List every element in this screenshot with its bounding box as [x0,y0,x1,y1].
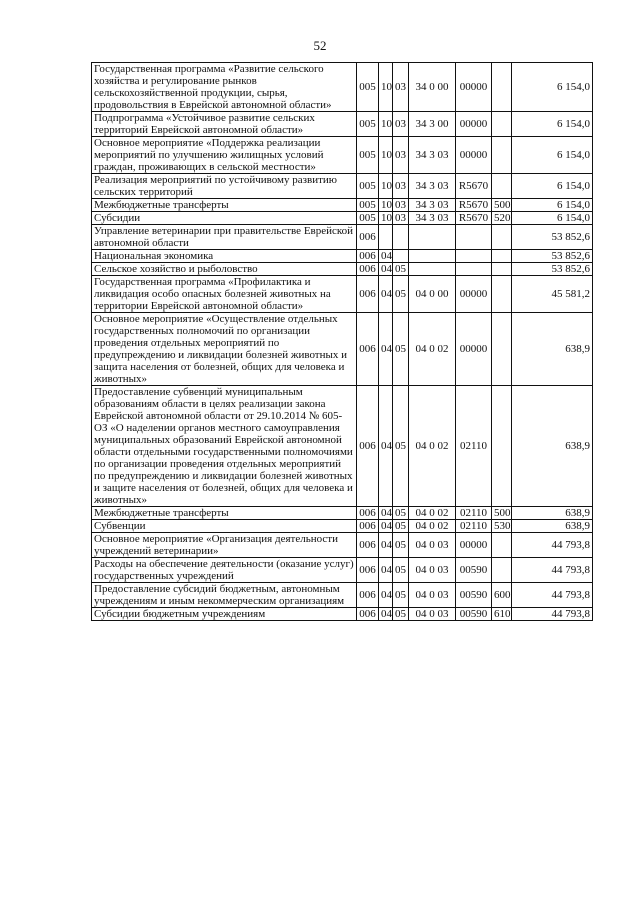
subsection-code-cell: 05 [393,520,409,533]
expense-type-cell [492,386,512,507]
admin-code-cell: 005 [357,63,379,112]
expense-type-cell [492,276,512,313]
section-code-cell: 04 [379,608,393,621]
row-name-cell: Субсидии бюджетным учреждениям [92,608,357,621]
table-row [92,263,593,276]
expense-type-cell [492,174,512,199]
subsection-code-cell: 03 [393,112,409,137]
direction-code-cell: 00590 [456,583,492,608]
admin-code-cell: 006 [357,263,379,276]
admin-code-cell: 006 [357,558,379,583]
direction-code-cell [456,250,492,263]
expense-type-cell: 500 [492,199,512,212]
table-row [92,250,593,263]
admin-code-cell: 006 [357,276,379,313]
subsection-code-cell: 05 [393,533,409,558]
row-name-cell: Основное мероприятие «Осуществление отдельных государственных полномочий по организации проведения отдельных мероприятий по предупреждению и ликвидации болезней животных и защита населения от болезней, общих для человека и животных» [92,313,357,386]
section-code-cell: 04 [379,507,393,520]
amount-cell: 53 852,6 [512,250,593,263]
expense-type-cell [492,112,512,137]
row-name-cell: Субвенции [92,520,357,533]
row-name-cell: Управление ветеринарии при правительстве Еврейской автономной области [92,225,357,250]
expense-type-cell [492,533,512,558]
expense-type-cell: 530 [492,520,512,533]
amount-cell: 6 154,0 [512,63,593,112]
direction-code-cell: 00000 [456,112,492,137]
table-row [92,583,593,608]
amount-cell: 53 852,6 [512,225,593,250]
row-name-cell: Подпрограмма «Устойчивое развитие сельских территорий Еврейской автономной области» [92,112,357,137]
admin-code-cell: 006 [357,608,379,621]
section-code-cell: 04 [379,520,393,533]
admin-code-cell: 006 [357,313,379,386]
table-row [92,507,593,520]
row-name-cell: Межбюджетные трансферты [92,507,357,520]
program-code-cell [409,263,456,276]
table-row [92,63,593,112]
subsection-code-cell: 03 [393,137,409,174]
section-code-cell: 10 [379,137,393,174]
direction-code-cell: 02110 [456,507,492,520]
subsection-code-cell [393,225,409,250]
subsection-code-cell [393,250,409,263]
program-code-cell: 34 3 03 [409,199,456,212]
direction-code-cell: 00000 [456,313,492,386]
admin-code-cell: 005 [357,174,379,199]
program-code-cell: 04 0 03 [409,533,456,558]
direction-code-cell: 00000 [456,137,492,174]
amount-cell: 44 793,8 [512,533,593,558]
subsection-code-cell: 05 [393,583,409,608]
expense-type-cell: 520 [492,212,512,225]
expense-type-cell: 500 [492,507,512,520]
expense-type-cell [492,225,512,250]
admin-code-cell: 006 [357,250,379,263]
direction-code-cell [456,225,492,250]
table-row [92,137,593,174]
program-code-cell: 04 0 02 [409,507,456,520]
table-row [92,386,593,507]
direction-code-cell: 00000 [456,63,492,112]
program-code-cell: 34 3 00 [409,112,456,137]
amount-cell: 6 154,0 [512,112,593,137]
expense-type-cell [492,250,512,263]
direction-code-cell: 00000 [456,533,492,558]
admin-code-cell: 006 [357,583,379,608]
table-row [92,174,593,199]
program-code-cell [409,225,456,250]
amount-cell: 45 581,2 [512,276,593,313]
amount-cell: 44 793,8 [512,558,593,583]
table-row [92,225,593,250]
subsection-code-cell: 05 [393,558,409,583]
admin-code-cell: 006 [357,225,379,250]
program-code-cell: 04 0 02 [409,313,456,386]
row-name-cell: Государственная программа «Развитие сельского хозяйства и регулирование рынков сельскохозяйственной продукции, сырья, продовольствия в Еврейской автономной области» [92,63,357,112]
program-code-cell: 34 3 03 [409,212,456,225]
section-code-cell: 04 [379,533,393,558]
subsection-code-cell: 03 [393,174,409,199]
program-code-cell: 34 3 03 [409,174,456,199]
page-number: 52 [313,38,327,53]
amount-cell: 6 154,0 [512,199,593,212]
section-code-cell: 10 [379,174,393,199]
table-row [92,533,593,558]
program-code-cell: 04 0 00 [409,276,456,313]
direction-code-cell: 00590 [456,558,492,583]
amount-cell: 6 154,0 [512,212,593,225]
direction-code-cell: 00590 [456,608,492,621]
section-code-cell: 04 [379,263,393,276]
row-name-cell: Государственная программа «Профилактика и ликвидация особо опасных болезней животных на территории Еврейской автономной области» [92,276,357,313]
row-name-cell: Субсидии [92,212,357,225]
subsection-code-cell: 05 [393,276,409,313]
expense-type-cell: 600 [492,583,512,608]
table-row [92,199,593,212]
expense-type-cell: 610 [492,608,512,621]
row-name-cell: Сельское хозяйство и рыболовство [92,263,357,276]
expense-type-cell [492,263,512,276]
row-name-cell: Реализация мероприятий по устойчивому развитию сельских территорий [92,174,357,199]
admin-code-cell: 006 [357,507,379,520]
amount-cell: 638,9 [512,520,593,533]
row-name-cell: Основное мероприятие «Поддержка реализации мероприятий по улучшению жилищных условий граждан, проживающих в сельской местности» [92,137,357,174]
direction-code-cell [456,263,492,276]
table-row [92,520,593,533]
admin-code-cell: 006 [357,520,379,533]
expense-type-cell [492,558,512,583]
section-code-cell: 04 [379,313,393,386]
amount-cell: 638,9 [512,313,593,386]
program-code-cell: 04 0 03 [409,608,456,621]
subsection-code-cell: 05 [393,263,409,276]
admin-code-cell: 005 [357,137,379,174]
row-name-cell: Предоставление субсидий бюджетным, автономным учреждениям и иным некоммерческим организациям [92,583,357,608]
admin-code-cell: 005 [357,212,379,225]
section-code-cell: 04 [379,276,393,313]
program-code-cell [409,250,456,263]
amount-cell: 638,9 [512,386,593,507]
subsection-code-cell: 03 [393,212,409,225]
amount-cell: 44 793,8 [512,608,593,621]
amount-cell: 44 793,8 [512,583,593,608]
program-code-cell: 04 0 03 [409,583,456,608]
program-code-cell: 34 0 00 [409,63,456,112]
subsection-code-cell: 05 [393,507,409,520]
section-code-cell: 10 [379,63,393,112]
table-row [92,212,593,225]
subsection-code-cell: 03 [393,199,409,212]
program-code-cell: 04 0 03 [409,558,456,583]
direction-code-cell: R5670 [456,174,492,199]
section-code-cell [379,225,393,250]
row-name-cell: Расходы на обеспечение деятельности (оказание услуг) государственных учреждений [92,558,357,583]
direction-code-cell: R5670 [456,199,492,212]
amount-cell: 53 852,6 [512,263,593,276]
row-name-cell: Межбюджетные трансферты [92,199,357,212]
section-code-cell: 10 [379,112,393,137]
subsection-code-cell: 05 [393,313,409,386]
amount-cell: 6 154,0 [512,137,593,174]
section-code-cell: 04 [379,583,393,608]
direction-code-cell: 02110 [456,386,492,507]
table-row [92,112,593,137]
subsection-code-cell: 03 [393,63,409,112]
section-code-cell: 10 [379,199,393,212]
table-row [92,558,593,583]
expense-type-cell [492,63,512,112]
table-row [92,276,593,313]
section-code-cell: 04 [379,386,393,507]
direction-code-cell: 00000 [456,276,492,313]
direction-code-cell: R5670 [456,212,492,225]
direction-code-cell: 02110 [456,520,492,533]
amount-cell: 6 154,0 [512,174,593,199]
program-code-cell: 04 0 02 [409,520,456,533]
row-name-cell: Основное мероприятие «Организация деятельности учреждений ветеринарии» [92,533,357,558]
table-row [92,313,593,386]
subsection-code-cell: 05 [393,386,409,507]
expense-type-cell [492,137,512,174]
subsection-code-cell: 05 [393,608,409,621]
row-name-cell: Предоставление субвенций муниципальным образованиям области в целях реализации закона Еврейской автономной области от 29.10.2014 № 605-ОЗ «О наделении органов местного самоуправления муниципальных образований Еврейской автономной области отдельными государственными полномочиями по организации проведения отдельных мероприятий по предупреждению и ликвидации болезней животных и защите населения от болезней, общих для человека и животных» [92,386,357,507]
section-code-cell: 04 [379,558,393,583]
budget-table [91,62,593,621]
program-code-cell: 34 3 03 [409,137,456,174]
table-row [92,608,593,621]
expense-type-cell [492,313,512,386]
section-code-cell: 04 [379,250,393,263]
section-code-cell: 10 [379,212,393,225]
amount-cell: 638,9 [512,507,593,520]
admin-code-cell: 006 [357,533,379,558]
program-code-cell: 04 0 02 [409,386,456,507]
row-name-cell: Национальная экономика [92,250,357,263]
admin-code-cell: 005 [357,199,379,212]
admin-code-cell: 006 [357,386,379,507]
admin-code-cell: 005 [357,112,379,137]
